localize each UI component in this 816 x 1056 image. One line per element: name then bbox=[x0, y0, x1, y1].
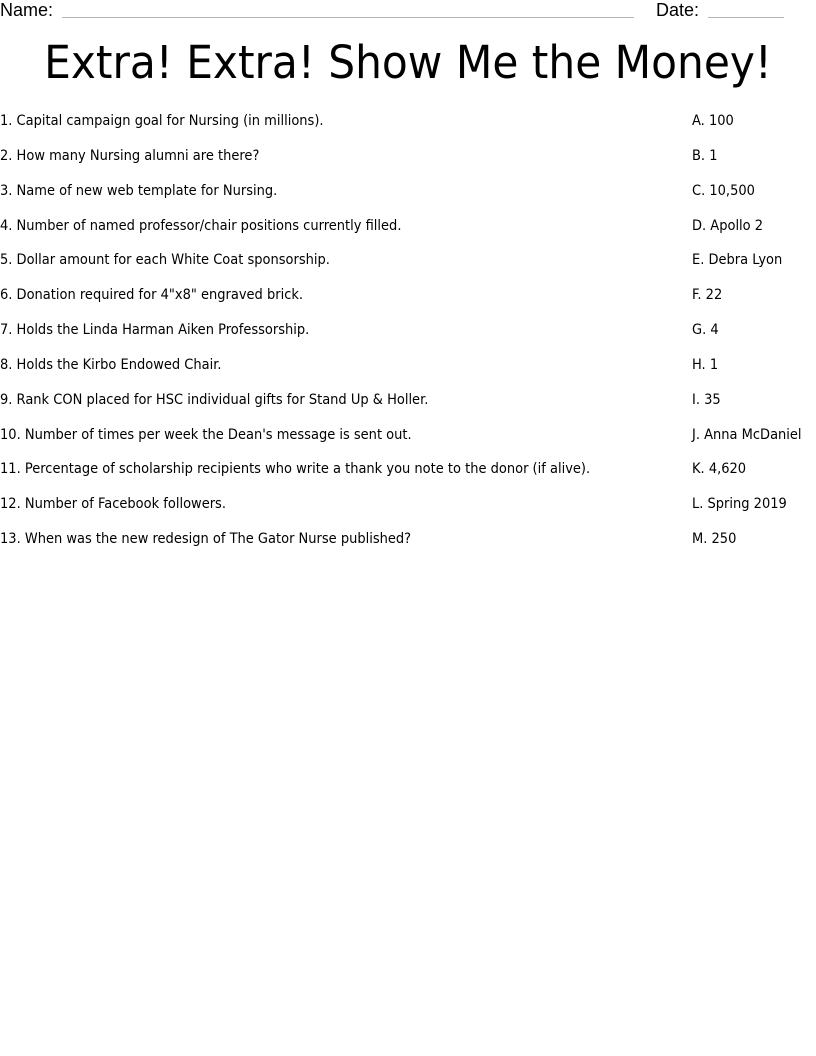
question-item: 13. When was the new redesign of The Gator Nurse published? bbox=[0, 531, 412, 548]
answer-item: I. 35 bbox=[692, 391, 721, 408]
answer-item: E. Debra Lyon bbox=[692, 252, 783, 269]
answer-item: J. Anna McDaniel bbox=[692, 426, 802, 443]
question-item: 9. Rank CON placed for HSC individual gifts for Stand Up & Holler. bbox=[0, 391, 429, 408]
worksheet-header bbox=[0, 0, 816, 24]
question-item: 6. Donation required for 4"x8" engraved brick. bbox=[0, 287, 304, 304]
answer-item: C. 10,500 bbox=[692, 182, 755, 199]
question-item: 4. Number of named professor/chair positions currently filled. bbox=[0, 217, 402, 234]
answer-item: H. 1 bbox=[692, 356, 719, 373]
question-item: 1. Capital campaign goal for Nursing (in millions). bbox=[0, 113, 324, 129]
question-item: 12. Number of Facebook followers. bbox=[0, 496, 226, 513]
question-item: 5. Dollar amount for each White Coat sponsorship. bbox=[0, 252, 330, 269]
answer-item: F. 22 bbox=[692, 287, 723, 304]
answer-item: D. Apollo 2 bbox=[692, 217, 764, 234]
answers-list bbox=[692, 111, 816, 564]
question-item: 11. Percentage of scholarship recipients who write a thank you note to the donor (if alive). bbox=[0, 461, 591, 478]
date-blank-line[interactable] bbox=[708, 17, 784, 18]
answer-item: K. 4,620 bbox=[692, 461, 747, 478]
questions-list bbox=[0, 111, 670, 564]
name-label: Name: bbox=[0, 0, 54, 20]
question-item: 8. Holds the Kirbo Endowed Chair. bbox=[0, 356, 222, 373]
answer-item: M. 250 bbox=[692, 531, 737, 548]
question-item: 2. How many Nursing alumni are there? bbox=[0, 147, 260, 164]
question-item: 7. Holds the Linda Harman Aiken Professorship. bbox=[0, 322, 310, 339]
page-title: Extra! Extra! Show Me the Money! bbox=[44, 36, 772, 89]
name-blank-line[interactable] bbox=[62, 17, 634, 18]
date-label: Date: bbox=[656, 0, 700, 20]
answer-item: A. 100 bbox=[692, 113, 734, 129]
question-item: 3. Name of new web template for Nursing. bbox=[0, 182, 278, 199]
question-item: 10. Number of times per week the Dean's message is sent out. bbox=[0, 426, 412, 443]
answer-item: L. Spring 2019 bbox=[692, 496, 787, 513]
answer-item: G. 4 bbox=[692, 322, 719, 339]
answer-item: B. 1 bbox=[692, 147, 718, 164]
